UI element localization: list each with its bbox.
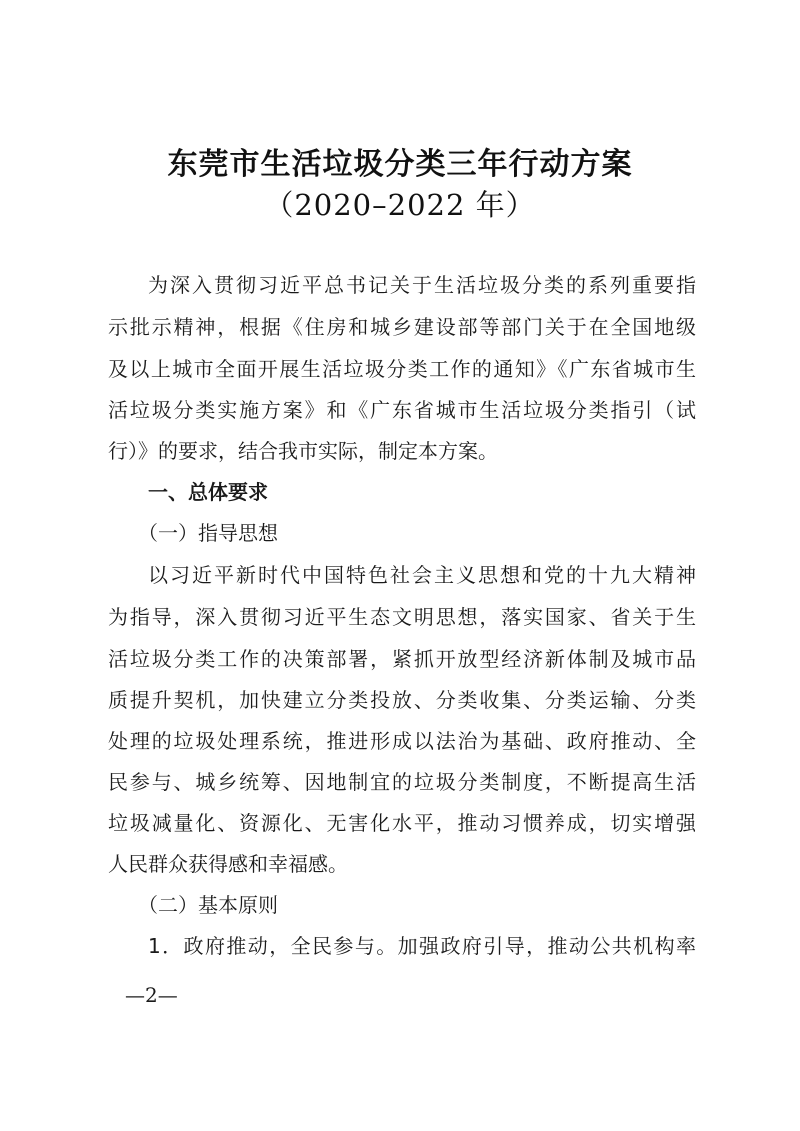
page-number: —2—	[125, 983, 178, 1007]
paragraph-line: 垃圾减量化、资源化、无害化水平，推动习惯养成，切实增强	[108, 811, 696, 835]
paragraph-line: 质提升契机，加快建立分类投放、分类收集、分类运输、分类	[108, 688, 696, 712]
paragraph-line: 活垃圾分类实施方案》和《广东省城市生活垃圾分类指引（试	[108, 398, 696, 422]
paragraph-line: 人民群众获得感和幸福感。	[108, 852, 348, 876]
paragraph-line: 为深入贯彻习近平总书记关于生活垃圾分类的系列重要指	[148, 273, 696, 297]
paragraph-line: 民参与、城乡统筹、因地制宜的垃圾分类制度，不断提高生活	[108, 770, 696, 794]
paragraph-line: 1．政府推动，全民参与。加强政府引导，推动公共机构率	[148, 934, 696, 958]
section-heading: 一、总体要求	[148, 480, 268, 504]
paragraph-line: 活垃圾分类工作的决策部署，紧抓开放型经济新体制及城市品	[108, 647, 696, 671]
paragraph-line: 及以上城市全面开展生活垃圾分类工作的通知》《广东省城市生	[108, 357, 696, 381]
paragraph-line: 示批示精神，根据《住房和城乡建设部等部门关于在全国地级	[108, 315, 696, 339]
document-title-years: （2020–2022 年）	[264, 188, 536, 222]
paragraph-line: 为指导，深入贯彻习近平生态文明思想，落实国家、省关于生	[108, 605, 696, 629]
subsection-heading: （一）指导思想	[138, 521, 278, 545]
paragraph-line: 行）》的要求，结合我市实际，制定本方案。	[108, 439, 498, 463]
paragraph-line: 处理的垃圾处理系统，推进形成以法治为基础、政府推动、全	[108, 729, 696, 753]
document-title: 东莞市生活垃圾分类三年行动方案	[167, 147, 633, 182]
paragraph-line: 以习近平新时代中国特色社会主义思想和党的十九大精神	[148, 563, 696, 587]
subsection-heading: （二）基本原则	[138, 893, 278, 917]
